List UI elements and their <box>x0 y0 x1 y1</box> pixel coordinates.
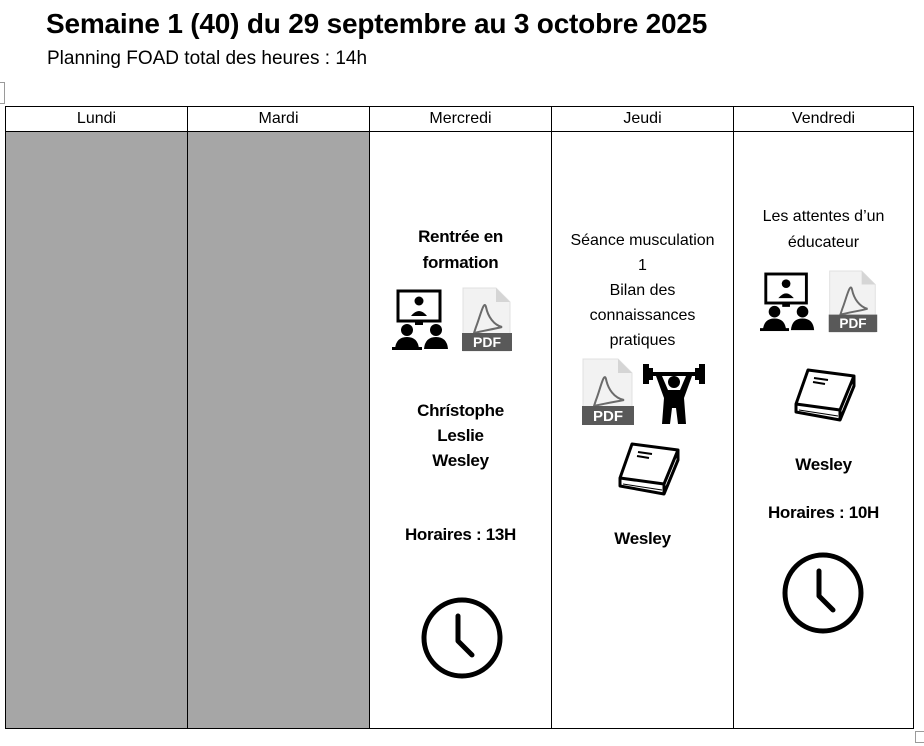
videoconference-icon <box>392 289 452 353</box>
weightlifter-icon <box>642 360 706 426</box>
day-header-lundi: Lundi <box>6 107 188 132</box>
jeudi-line5: pratiques <box>609 332 676 349</box>
mercredi-horaires: Horaires : 13H <box>404 525 517 544</box>
mercredi-icons <box>392 287 512 353</box>
vendredi-icons <box>760 270 878 334</box>
table-header-row <box>6 107 914 132</box>
day-header-mercredi: Mercredi <box>370 107 552 132</box>
pdf-label: PDF <box>593 408 623 425</box>
pdf-icon <box>460 287 512 353</box>
table-body-row <box>6 132 914 729</box>
day-header-mardi: Mardi <box>188 107 370 132</box>
videoconference-icon <box>760 272 818 334</box>
jeudi-icons <box>580 358 706 426</box>
vendredi-line2: éducateur <box>787 234 860 251</box>
jeudi-line1: Séance musculation <box>570 232 715 249</box>
cell-mercredi <box>370 132 552 729</box>
mercredi-person-1: Chrístophe <box>417 401 504 420</box>
pdf-icon <box>826 270 878 334</box>
book-icon <box>618 440 680 498</box>
jeudi-line3: Bilan des <box>609 282 676 299</box>
jeudi-line2: 1 <box>638 257 647 274</box>
jeudi-line4: connaissances <box>589 307 696 324</box>
page-title: Semaine 1 (40) du 29 septembre au 3 octobre 2025 <box>46 8 708 39</box>
clock-icon <box>420 596 504 680</box>
mercredi-title-line1: Rentrée en <box>418 227 503 246</box>
cell-vendredi <box>734 132 914 729</box>
pdf-label: PDF <box>839 316 867 332</box>
day-header-vendredi: Vendredi <box>734 107 914 132</box>
weekly-schedule-table <box>5 106 914 729</box>
day-header-jeudi: Jeudi <box>552 107 734 132</box>
table-move-handle[interactable] <box>0 82 5 104</box>
page-subtitle: Planning FOAD total des heures : 14h <box>47 48 368 69</box>
pdf-label: PDF <box>473 334 501 350</box>
pdf-icon <box>580 358 634 426</box>
jeudi-person: Wesley <box>614 529 671 548</box>
clock-icon <box>781 551 865 635</box>
cell-jeudi <box>552 132 734 729</box>
mercredi-person-2: Leslie <box>437 426 484 445</box>
book-icon <box>794 366 856 424</box>
table-resize-handle[interactable] <box>915 731 924 743</box>
cell-lundi-empty <box>6 132 188 729</box>
mercredi-title-line2: formation <box>422 253 499 272</box>
vendredi-line1: Les attentes d’un <box>762 208 885 225</box>
cell-mardi-empty <box>188 132 370 729</box>
vendredi-horaires: Horaires : 10H <box>767 503 880 522</box>
vendredi-person: Wesley <box>795 455 852 474</box>
mercredi-person-3: Wesley <box>432 451 489 470</box>
